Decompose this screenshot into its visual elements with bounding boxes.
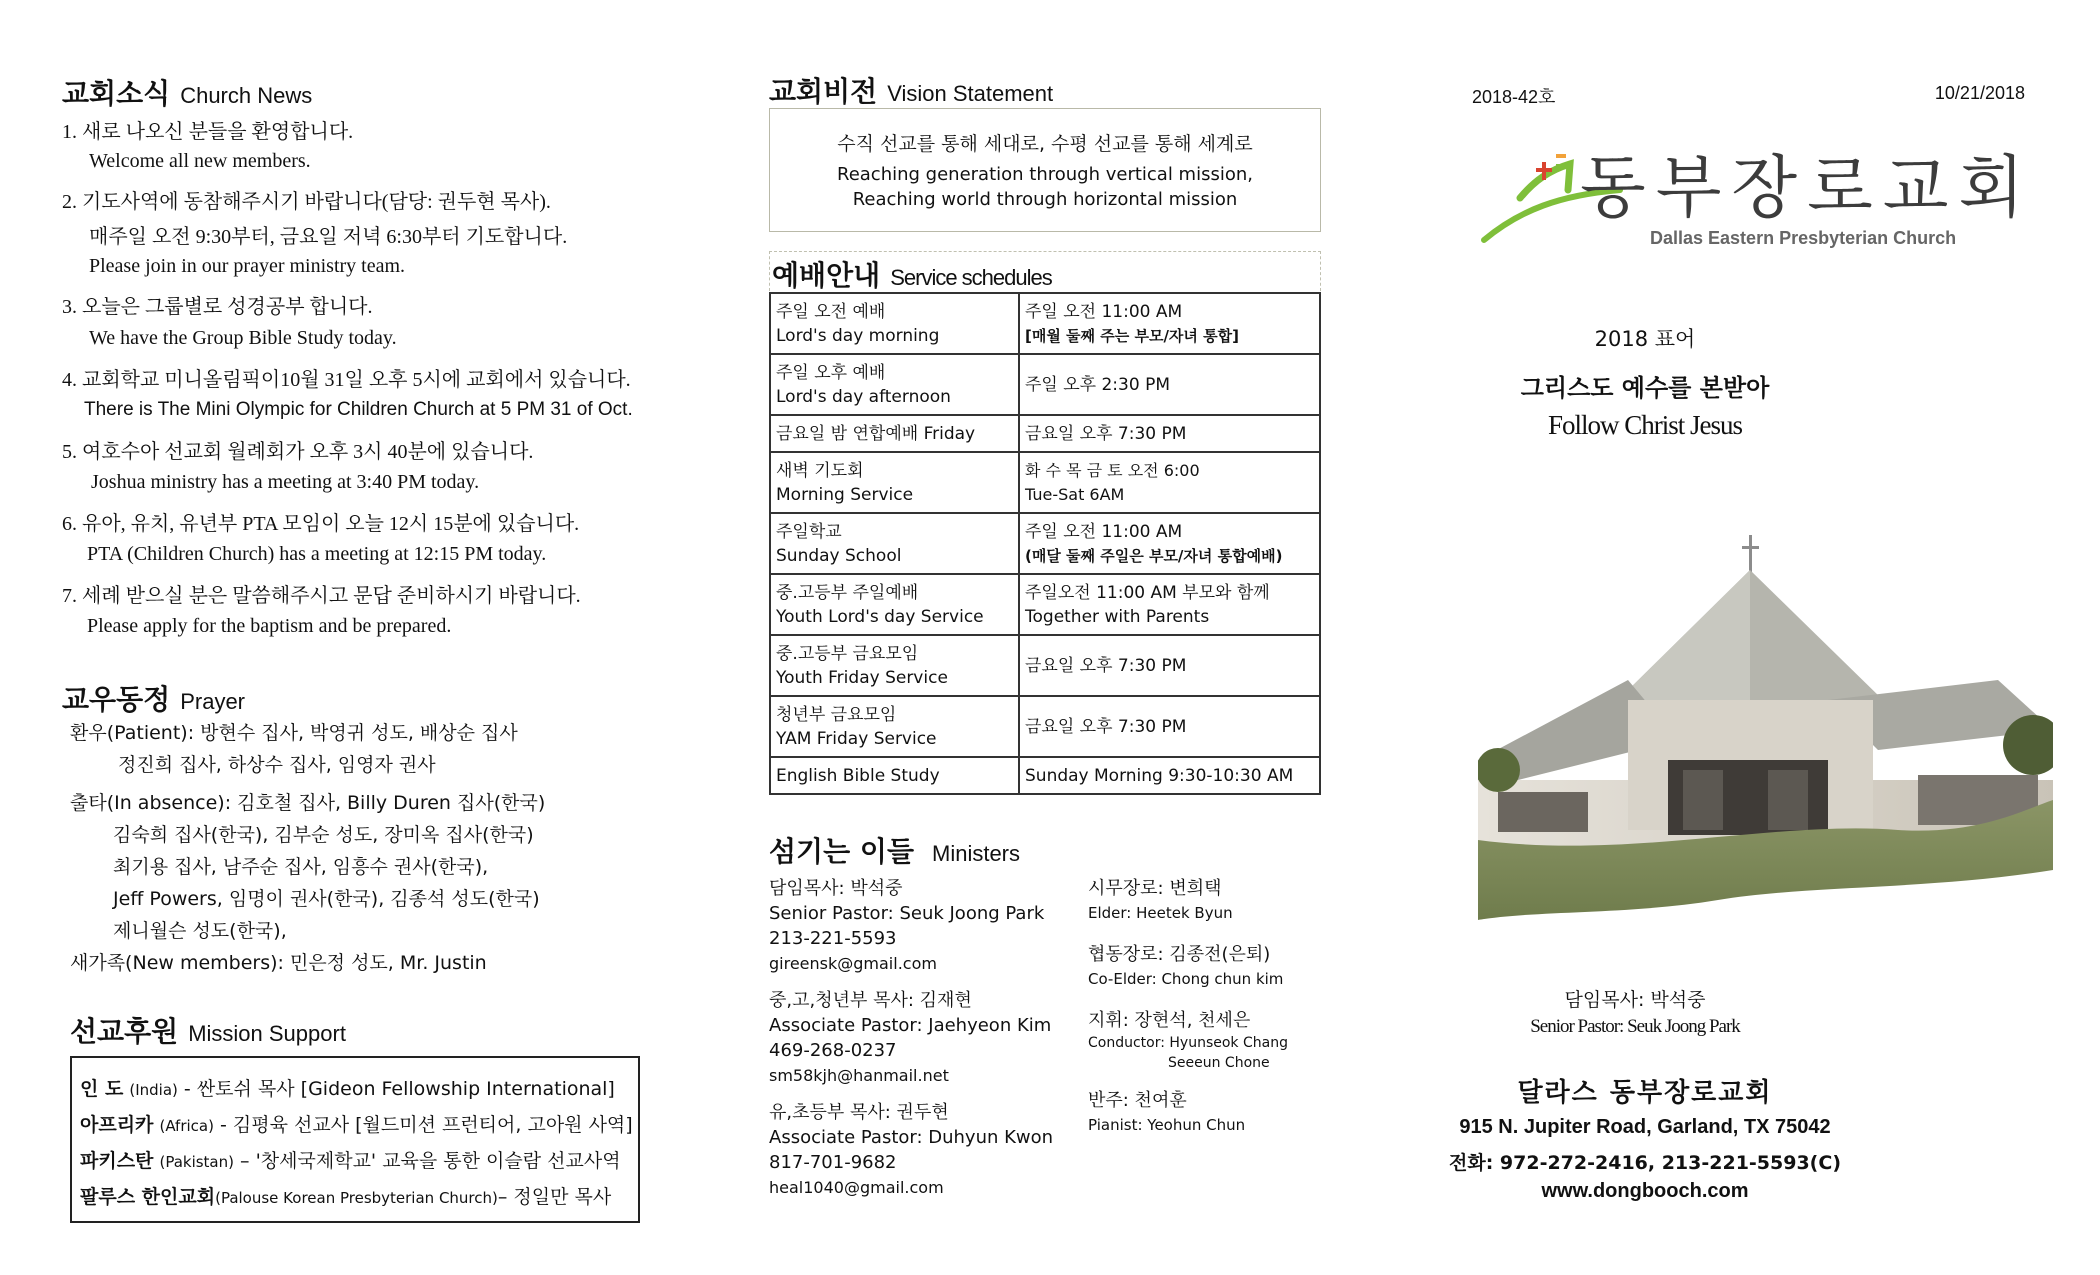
minister-entry: [769, 988, 1051, 1088]
mission-row: [80, 1146, 621, 1173]
mission-row: [80, 1182, 611, 1209]
service-name-cell: [770, 415, 1019, 452]
news-line: 2. 기도사역에 동참해주시기 바랍니다(담당: 권두현 목사).: [62, 191, 551, 213]
mission-name: 파키스탄: [80, 1150, 154, 1172]
mission-text: – '창세국제학교' 교육을 통한 이슬람 선교사역: [234, 1150, 621, 1172]
service-name-ko: 주일학교: [776, 521, 842, 542]
mission-name: 인 도: [80, 1078, 124, 1100]
mission-title-en: Mission Support: [188, 1021, 346, 1046]
prayer-heading: [62, 678, 245, 718]
mission-row: [80, 1074, 615, 1101]
service-name-ko: 중.고등부 주일예배: [776, 582, 919, 603]
news-line: Please apply for the baptism and be prepared.: [87, 615, 452, 637]
service-note: (매달 둘째 주일은 부모/자녀 통합예배): [1025, 546, 1283, 565]
cover-column: [1400, 0, 2100, 1275]
table-row: [770, 513, 1320, 574]
service-time: 금요일 오후 7:30 PM: [1025, 716, 1187, 737]
service-time: 화 수 목 금 토 오전 6:00: [1025, 460, 1200, 480]
church-news-heading: [62, 72, 312, 112]
mission-title-ko: 선교후원: [70, 1015, 179, 1048]
footer-website[interactable]: www.dongbooch.com: [1541, 1180, 1749, 1202]
service-time: 금요일 오후 7:30 PM: [1025, 655, 1187, 676]
service-name-cell: [770, 452, 1019, 513]
service-time-cell: [1019, 452, 1320, 513]
vision-title-en: Vision Statement: [887, 81, 1054, 106]
church-photo: [1478, 530, 2053, 920]
news-line: PTA (Children Church) has a meeting at 12:15 PM today.: [87, 543, 547, 565]
minister-email: heal1040@gmail.com: [769, 1178, 944, 1197]
mission-support-box: [70, 1056, 640, 1223]
service-name-cell: [770, 293, 1019, 354]
cover-pastor-ko: 담임목사: 박석중: [1564, 989, 1706, 1011]
service-name-en: Lord's day morning: [776, 325, 940, 346]
minister-role: 유,초등부 목사: 권두현: [769, 1102, 949, 1123]
service-time: Sunday Morning 9:30-10:30 AM: [1025, 765, 1294, 786]
service-name-ko: 청년부 금요모임: [776, 704, 897, 725]
service-time: 주일 오후 2:30 PM: [1025, 374, 1170, 395]
vision-line-ko: 수직 선교를 통해 세대로, 수평 선교를 통해 세계로: [837, 133, 1253, 155]
table-row: [770, 452, 1320, 513]
minister-email: gireensk@gmail.com: [769, 954, 937, 973]
minister-entry: [769, 1100, 1053, 1200]
service-name-cell: [770, 513, 1019, 574]
conductor-name-en-2: Seeeun Chone: [1168, 1055, 1270, 1071]
mission-name: 팔루스 한인교회: [80, 1186, 216, 1208]
mission-region: (India): [129, 1081, 178, 1099]
service-note: Together with Parents: [1025, 606, 1210, 627]
motto-label: 2018 표어: [1594, 327, 1696, 351]
service-name-en: YAM Friday Service: [776, 728, 937, 749]
service-time: 주일 오전 11:00 AM: [1025, 301, 1183, 322]
mission-region: (Africa): [159, 1117, 214, 1135]
news-line: Welcome all new members.: [89, 150, 311, 172]
service-time: 주일 오전 11:00 AM: [1025, 521, 1183, 542]
service-title-en: Service schedules: [890, 265, 1052, 290]
minister-role: 담임목사: 박석중: [769, 878, 903, 899]
service-name-en: Youth Lord's day Service: [776, 606, 984, 627]
news-line: 매주일 오전 9:30부터, 금요일 저녁 6:30부터 기도합니다.: [89, 226, 568, 248]
minister-phone: 469-268-0237: [769, 1040, 897, 1061]
church-building-icon: [1478, 530, 2053, 920]
prayer-line: 환우(Patient): 방현수 집사, 박영귀 성도, 배상순 집사: [70, 722, 518, 744]
table-row: [770, 354, 1320, 415]
service-note: [매월 둘째 주는 부모/자녀 통합]: [1025, 326, 1239, 345]
news-column: [0, 0, 700, 1275]
prayer-line: 정진희 집사, 하상수 집사, 임영자 권사: [118, 754, 436, 776]
elder-role: 협동장로: 김종전(은퇴): [1088, 944, 1271, 965]
news-line: 4. 교회학교 미니올림픽이10월 31일 오후 5시에 교회에서 있습니다.: [62, 369, 631, 391]
elder-name-en: Co-Elder: Chong chun kim: [1088, 970, 1284, 988]
church-logo-name-ko: 동부장로교회: [1580, 149, 2035, 228]
minister-entry: [769, 876, 1044, 976]
church-logo: [1480, 140, 2035, 264]
service-time-cell: [1019, 513, 1320, 574]
church-news-title-ko: 교회소식: [62, 77, 171, 110]
ministers-heading: [769, 830, 1020, 870]
footer-phone: 전화: 972-272-2416, 213-221-5593(C): [1448, 1152, 1841, 1174]
elder-role: 시무장로: 변희택: [1088, 878, 1222, 899]
service-name-ko: 중.고등부 금요모임: [776, 643, 919, 664]
service-name-cell: [770, 696, 1019, 757]
service-name-ko: English Bible Study: [776, 765, 940, 786]
news-line: Please join in our prayer ministry team.: [89, 255, 406, 277]
footer-church-name: 달라스 동부장로교회: [1517, 1078, 1773, 1108]
mission-text: – 정일만 목사: [497, 1186, 612, 1208]
minister-phone: 817-701-9682: [769, 1152, 897, 1173]
prayer-line: 김숙희 집사(한국), 김부순 성도, 장미옥 집사(한국): [113, 824, 534, 846]
church-logo-name-en: Dallas Eastern Presbyterian Church: [1650, 228, 1957, 248]
mission-region: (Pakistan): [159, 1153, 234, 1171]
service-time-cell: [1019, 415, 1320, 452]
pianist-role: 반주: 천여훈: [1088, 1090, 1187, 1111]
news-line: Joshua ministry has a meeting at 3:40 PM today.: [91, 471, 480, 493]
mission-text: - 싼토쉬 목사 [Gideon Fellowship International]: [177, 1078, 615, 1100]
cover-pastor-en: Senior Pastor: Seuk Joong Park: [1530, 1016, 1740, 1037]
news-line: There is The Mini Olympic for Children Church at 5 PM 31 of Oct.: [84, 399, 633, 420]
conductor-name-en: Conductor: Hyunseok Chang: [1088, 1035, 1288, 1051]
church-news-title-en: Church News: [180, 83, 313, 108]
minister-email: sm58kjh@hanmail.net: [769, 1066, 949, 1085]
table-row: [770, 635, 1320, 696]
service-time-cell: [1019, 696, 1320, 757]
service-name-ko: 새벽 기도회: [776, 460, 864, 481]
service-name-en: Morning Service: [776, 484, 914, 505]
service-title-ko: 예배안내: [772, 259, 881, 292]
vision-line-en-1: Reaching generation through vertical mission,: [837, 164, 1253, 185]
table-row: [770, 574, 1320, 635]
news-line: We have the Group Bible Study today.: [89, 327, 397, 349]
minister-name-en: Associate Pastor: Jaehyeon Kim: [769, 1015, 1052, 1036]
mission-text: - 김평육 선교사 [월드미션 프런티어, 고아원 사역]: [213, 1114, 633, 1136]
service-name-cell: [770, 574, 1019, 635]
service-name-en: Youth Friday Service: [776, 667, 948, 688]
conductor-entry: [1088, 1008, 1288, 1073]
mission-heading: [70, 1010, 346, 1050]
mission-region: (Palouse Korean Presbyterian Church): [215, 1189, 498, 1207]
vision-title-ko: 교회비전: [769, 75, 878, 108]
vision-heading: [769, 70, 1053, 110]
issue-number: 2018-42호: [1472, 87, 1556, 107]
mission-name: 아프리카: [80, 1114, 154, 1136]
prayer-line: 최기용 집사, 남주순 집사, 임흥수 권사(한국),: [113, 856, 489, 878]
prayer-line: Jeff Powers, 임명이 권사(한국), 김종석 성도(한국): [113, 888, 540, 910]
service-time-cell: [1019, 354, 1320, 415]
service-name-cell: [770, 635, 1019, 696]
service-time: 금요일 오후 7:30 PM: [1025, 423, 1187, 444]
service-time: 주일오전 11:00 AM 부모와 함께: [1025, 582, 1270, 603]
table-row: [770, 757, 1320, 794]
motto-ko: 그리스도 예수를 본받아: [1520, 374, 1770, 402]
news-line: 7. 세례 받으실 분은 말씀해주시고 문답 준비하시기 바랍니다.: [62, 585, 581, 607]
ministers-title-ko: 섬기는 이들: [769, 835, 914, 868]
service-time-cell: [1019, 635, 1320, 696]
service-name-cell: [770, 354, 1019, 415]
motto-en: Follow Christ Jesus: [1547, 410, 1743, 440]
vision-statement-box: [769, 108, 1321, 232]
service-name-cell: [770, 757, 1019, 794]
prayer-title-en: Prayer: [180, 689, 245, 714]
service-heading: [772, 254, 1052, 294]
issue-date: 10/21/2018: [1934, 83, 2025, 103]
table-row: [770, 293, 1320, 354]
prayer-line: 제니월슨 성도(한국),: [113, 920, 287, 942]
service-name-en: Sunday School: [776, 545, 902, 566]
pianist-entry: [1088, 1088, 1245, 1137]
service-name-ko: 주일 오전 예배: [776, 301, 886, 322]
service-time-cell: [1019, 293, 1320, 354]
service-name-ko: 금요일 밤 연합예배 Friday: [776, 423, 976, 444]
minister-name-en: Associate Pastor: Duhyun Kwon: [769, 1127, 1054, 1148]
pianist-name-en: Pianist: Yeohun Chun: [1088, 1116, 1246, 1134]
news-line: 1. 새로 나오신 분들을 환영합니다.: [62, 121, 354, 143]
prayer-title-ko: 교우동정: [62, 683, 171, 716]
minister-phone: 213-221-5593: [769, 928, 897, 949]
ministers-title-en: Ministers: [932, 841, 1021, 866]
minister-role: 중,고,청년부 목사: 김재현: [769, 990, 972, 1011]
service-note: Tue-Sat 6AM: [1025, 484, 1125, 504]
table-row: [770, 415, 1320, 452]
news-line: 6. 유아, 유치, 유년부 PTA 모임이 오늘 12시 15분에 있습니다.: [62, 513, 580, 535]
news-line: 3. 오늘은 그룹별로 성경공부 합니다.: [62, 296, 373, 318]
service-name-ko: 주일 오후 예배: [776, 362, 886, 383]
vision-line-en-2: Reaching world through horizontal mission: [852, 189, 1238, 210]
elder-entry: [1088, 942, 1283, 991]
service-time-cell: [1019, 574, 1320, 635]
table-row: [770, 696, 1320, 757]
mission-row: [80, 1110, 633, 1137]
conductor-role: 지휘: 장현석, 천세은: [1088, 1010, 1251, 1031]
service-schedule-table: [769, 292, 1321, 795]
prayer-line: 출타(In absence): 김호철 집사, Billy Duren 집사(한국): [70, 792, 546, 814]
elder-name-en: Elder: Heetek Byun: [1088, 904, 1233, 922]
service-time-cell: [1019, 757, 1320, 794]
footer-address: 915 N. Jupiter Road, Garland, TX 75042: [1459, 1116, 1831, 1138]
elder-entry: [1088, 876, 1233, 925]
news-line: 5. 여호수아 선교회 월례회가 오후 3시 40분에 있습니다.: [62, 441, 534, 463]
prayer-line: 새가족(New members): 민은정 성도, Mr. Justin: [70, 952, 487, 974]
minister-name-en: Senior Pastor: Seuk Joong Park: [769, 903, 1045, 924]
service-name-en: Lord's day afternoon: [776, 386, 951, 407]
